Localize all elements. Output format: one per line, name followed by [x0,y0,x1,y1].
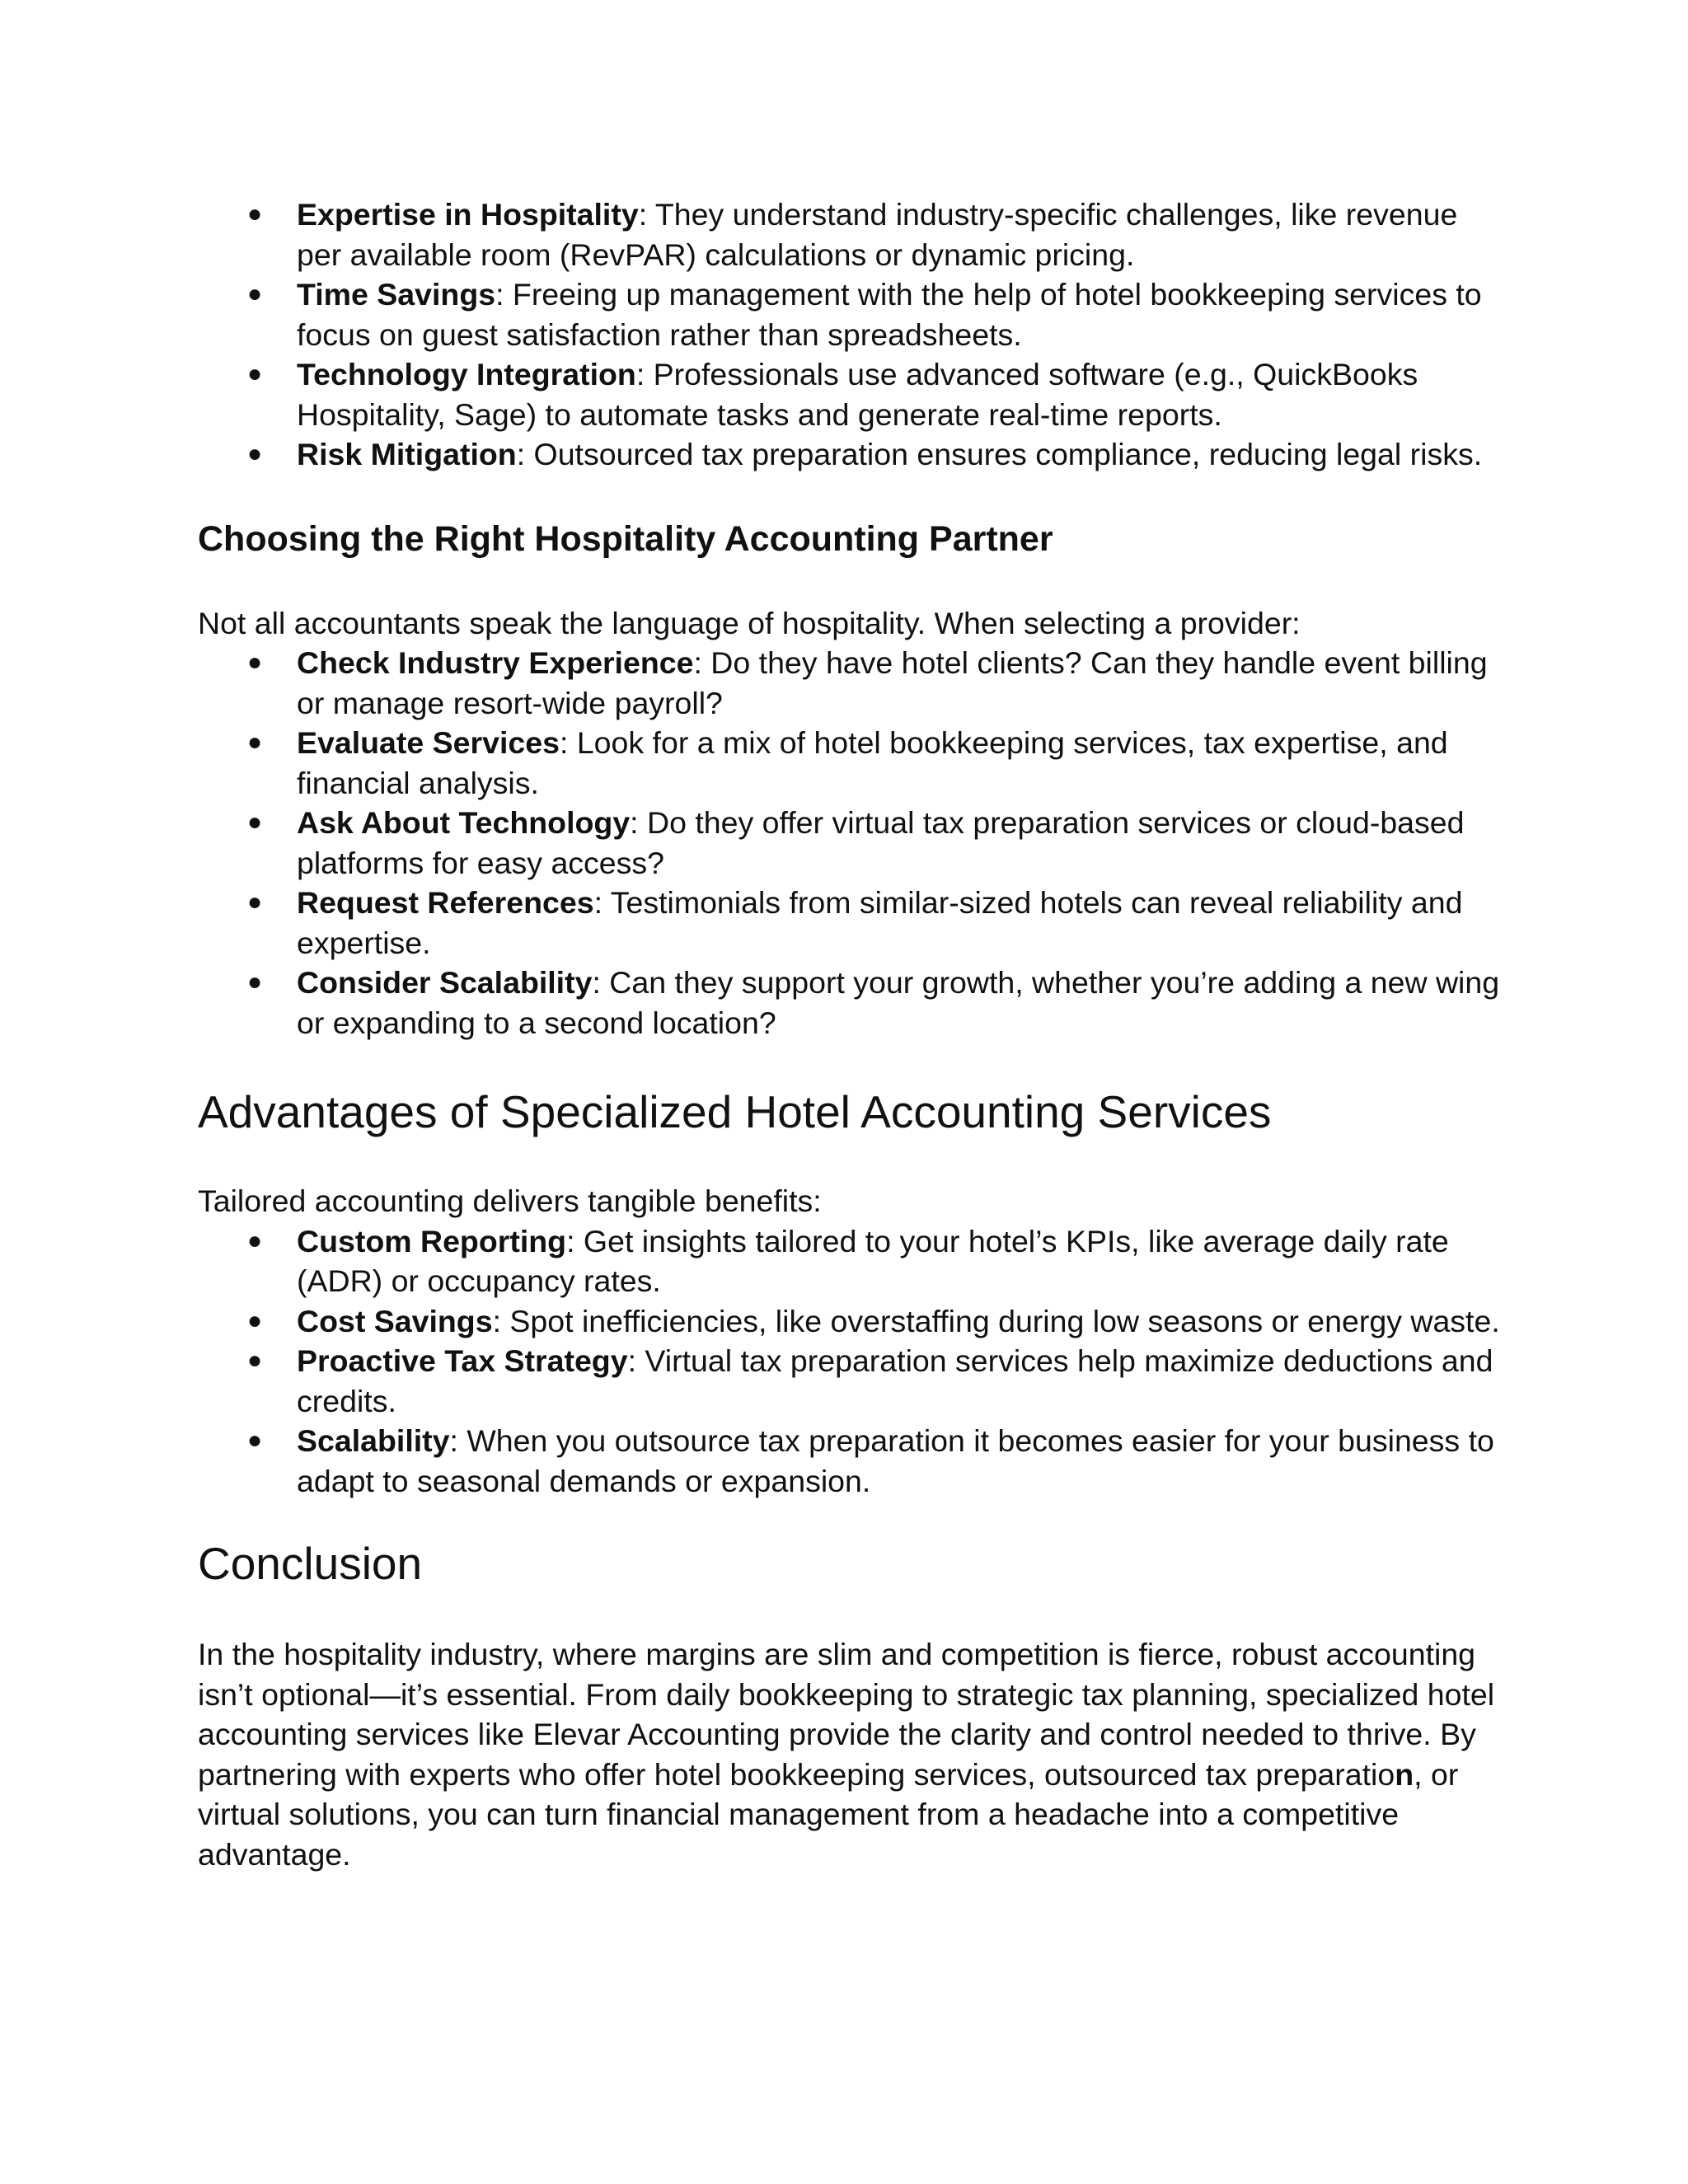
list-item [198,274,1500,354]
list-item-text: : Outsourced tax preparation ensures compliance, reducing legal risks. [516,437,1483,471]
list-item [198,883,1500,963]
advantages-heading: Advantages of Specialized Hotel Accounting Services [198,1086,1272,1137]
choosing-partner-heading: Choosing the Right Hospitality Accounting Partner [198,518,1053,559]
conclusion-text-start: In the hospitality industry, where margins are slim and competition is fierce, robust accounting isn’t optional—it’s essential. From daily bookkeeping to strategic tax planning, specialized hotel accounting services like Elevar Accounting provide the clarity and control needed to thrive. By partnering with experts who offer hotel bookkeeping services, outsourced tax preparatio [198,1637,1495,1792]
choosing-criteria-list [198,643,1500,1043]
bullet-icon: ● [247,360,263,387]
choosing-intro-paragraph: Not all accountants speak the language of hospitality. When selecting a provider: [198,605,1301,640]
bullet-icon: ● [247,888,263,916]
list-item-term: Scalability [297,1423,450,1458]
list-item-text: : They understand industry-specific challenges, like revenue per available room (RevPAR) calculations or dynamic pricing. [297,197,1458,272]
bullet-icon: ● [247,1347,263,1374]
list-item-term: Time Savings [297,277,496,312]
advantages-list [198,1221,1500,1502]
bullet-icon: ● [247,649,263,676]
list-item-text: : Freeing up management with the help of hotel bookkeeping services to focus on guest satisfaction rather than spreadsheets. [297,277,1482,352]
list-item-text: : Look for a mix of hotel bookkeeping services, tax expertise, and financial analysis. [297,725,1448,800]
list-item-term: Ask About Technology [297,805,631,840]
conclusion-heading: Conclusion [198,1538,423,1589]
list-item-text: : Professionals use advanced software (e.g., QuickBooks Hospitality, Sage) to automate tasks and generate real-time reports. [297,357,1418,432]
conclusion-bold-letter: n [1395,1756,1414,1792]
benefits-list [198,194,1500,475]
list-item-text: : Do they offer virtual tax preparation services or cloud-based platforms for easy access? [297,805,1465,880]
list-item-term: Custom Reporting [297,1223,567,1258]
bullet-icon: ● [247,280,263,307]
list-item [198,963,1500,1043]
list-item-text: : Spot inefficiencies, like overstaffing during low seasons or energy waste. [492,1303,1500,1338]
list-item-text: : Testimonials from similar-sized hotels can reveal reliability and expertise. [297,885,1463,960]
bullet-icon: ● [247,1427,263,1454]
list-item-term: Risk Mitigation [297,437,517,471]
conclusion-paragraph [198,1634,1500,1874]
list-item [198,1421,1500,1501]
list-item-text: : Get insights tailored to your hotel’s KPIs, like average daily rate (ADR) or occupancy rates. [297,1223,1449,1298]
list-item [198,1221,1500,1301]
bullet-icon: ● [247,200,263,227]
list-item [198,1341,1500,1421]
list-item-term: Request References [297,885,594,920]
list-item [198,723,1500,803]
bullet-icon: ● [247,729,263,756]
list-item-term: Evaluate Services [297,725,560,760]
list-item-term: Check Industry Experience [297,645,694,680]
list-item-text: : Virtual tax preparation services help maximize deductions and credits. [297,1343,1493,1418]
bullet-icon: ● [247,1306,263,1334]
list-item-text: : Can they support your growth, whether you’re adding a new wing or expanding to a second location? [297,965,1500,1040]
list-item-term: Technology Integration [297,357,636,391]
list-item-text: : Do they have hotel clients? Can they handle event billing or manage resort-wide payroll? [297,645,1488,720]
bullet-icon: ● [247,440,263,467]
list-item [198,643,1500,723]
document-page [198,194,1500,1874]
advantages-intro-paragraph: Tailored accounting delivers tangible benefits: [198,1183,822,1218]
list-item [198,1301,1500,1342]
list-item-term: Cost Savings [297,1303,493,1338]
list-item-term: Proactive Tax Strategy [297,1343,628,1378]
list-item [198,354,1500,434]
bullet-icon: ● [247,808,263,836]
bullet-icon: ● [247,968,263,996]
list-item [198,434,1500,475]
list-item-term: Expertise in Hospitality [297,197,639,232]
bullet-icon: ● [247,1226,263,1254]
list-item-term: Consider Scalability [297,965,593,1000]
list-item [198,194,1500,274]
conclusion-text-end: , or virtual solutions, you can turn financial management from a headache into a competitive advantage. [198,1756,1459,1872]
list-item [198,803,1500,883]
list-item-text: : When you outsource tax preparation it becomes easier for your business to adapt to seasonal demands or expansion. [297,1423,1494,1498]
